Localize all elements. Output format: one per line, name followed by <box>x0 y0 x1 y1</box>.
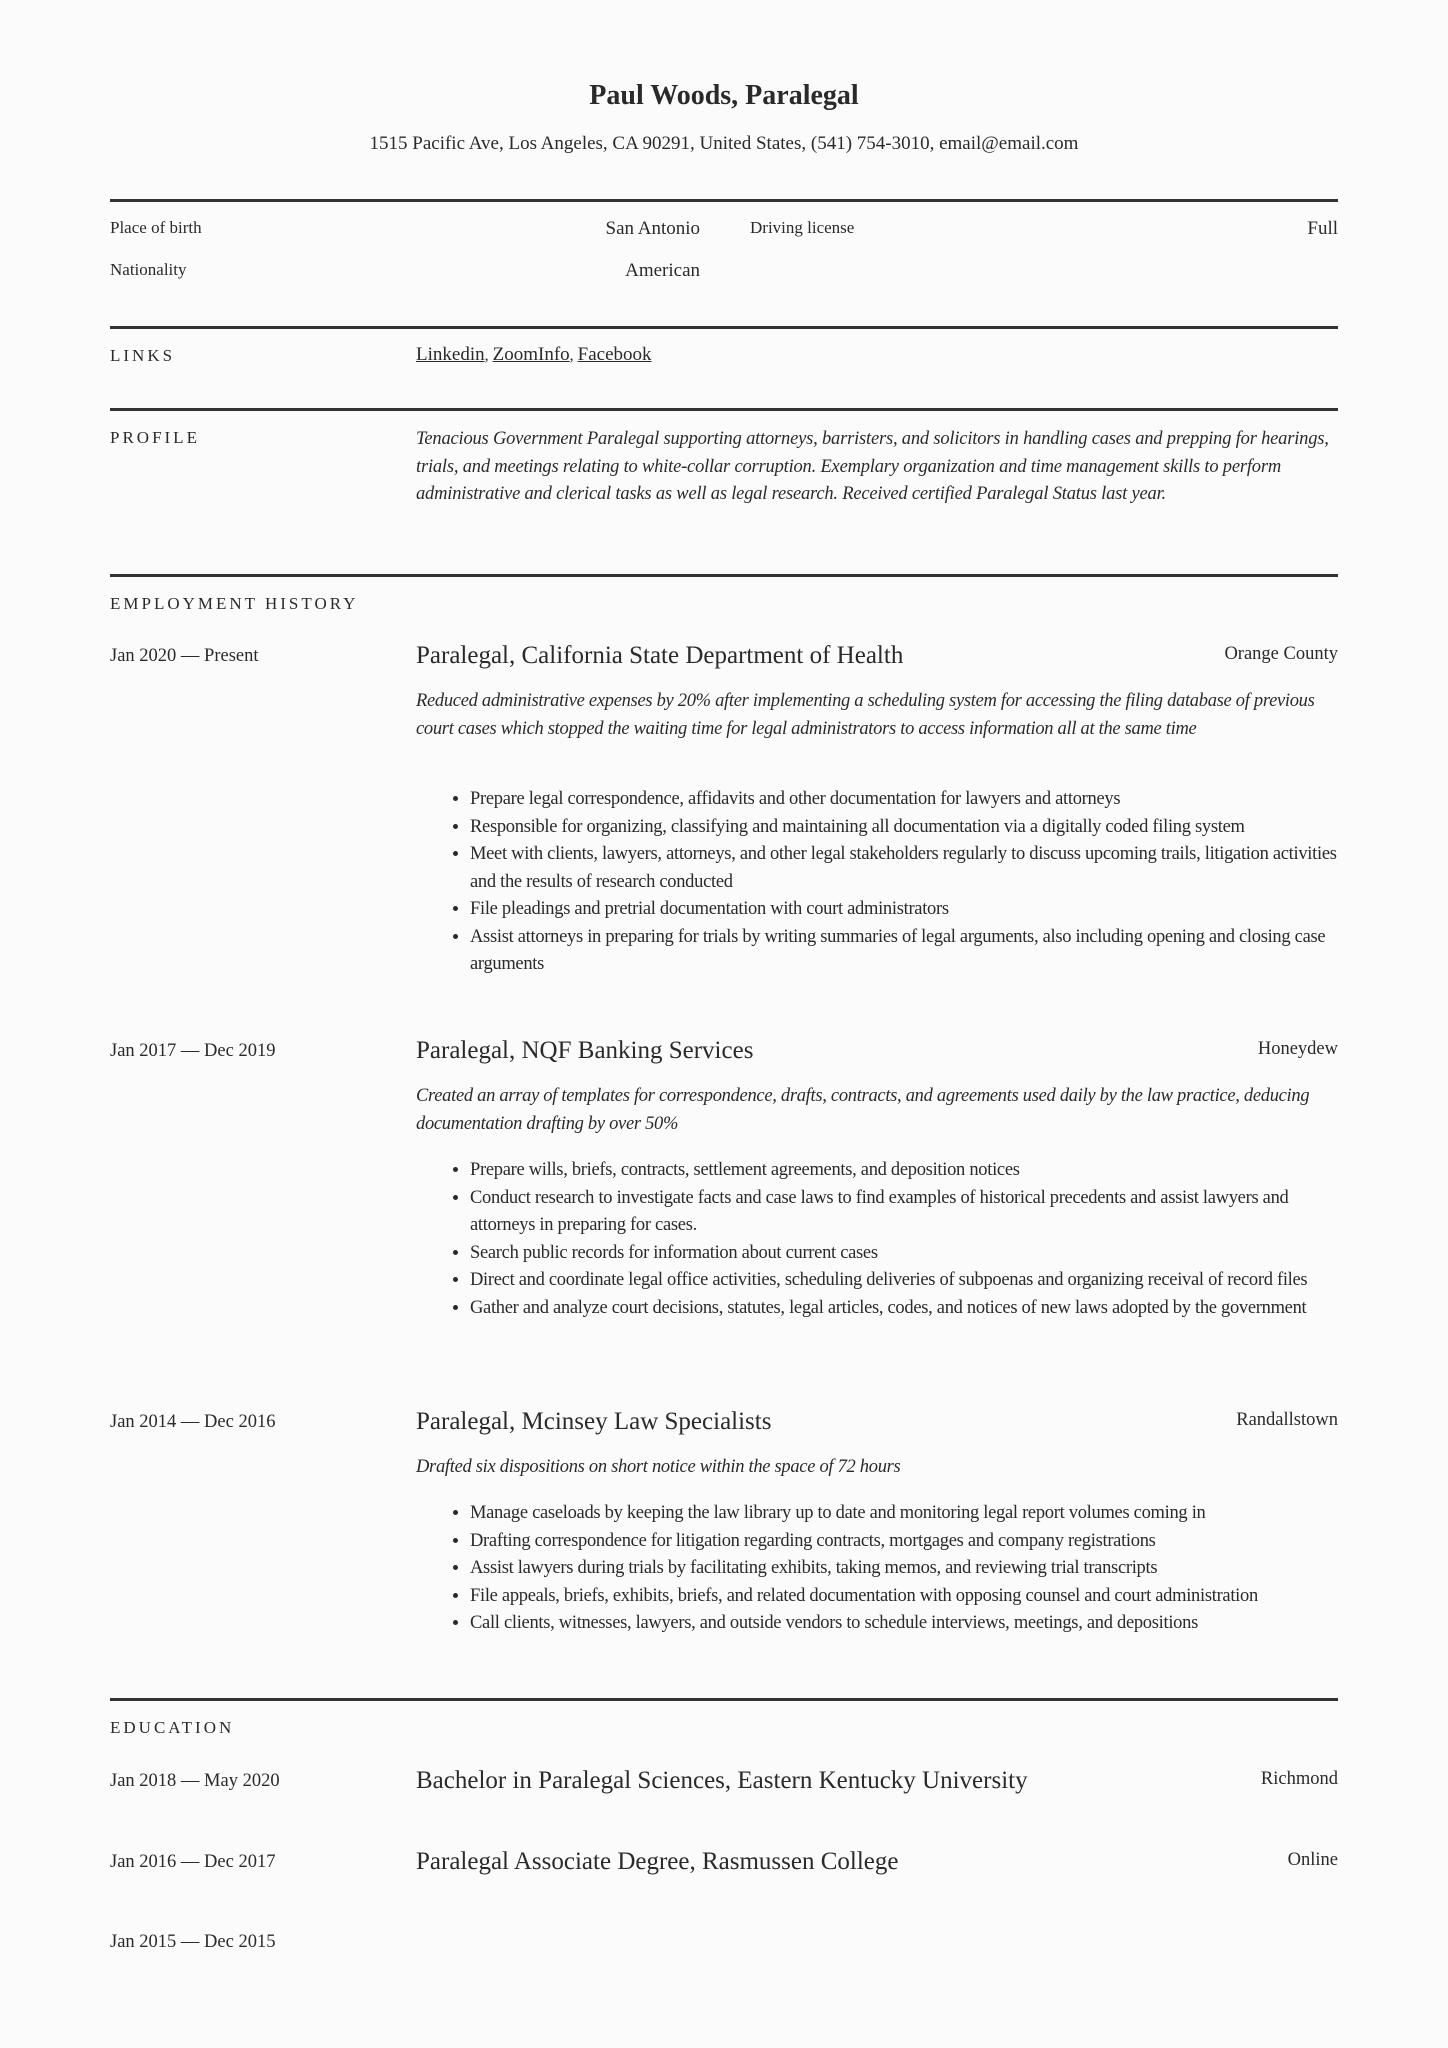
list-item: • Call clients, witnesses, lawyers, and outside vendors to schedule interviews, meetings, and depositions <box>470 1610 1338 1638</box>
list-item: • Manage caseloads by keeping the law library up to date and monitoring legal report volumes coming in <box>470 1500 1338 1528</box>
education-dates: Jan 2016 — Dec 2017 <box>110 1852 276 1872</box>
list-item: • Assist lawyers during trials by facilitating exhibits, taking memos, and reviewing trial transcripts <box>470 1555 1338 1583</box>
job-location: Randallstown <box>1236 1410 1338 1430</box>
job-bullets <box>416 1157 1338 1322</box>
list-item: • File appeals, briefs, exhibits, briefs, and related documentation with opposing counsel and court administration <box>470 1583 1338 1611</box>
list-item: • Search public records for information about current cases <box>470 1240 1338 1268</box>
job-dates: Jan 2014 — Dec 2016 <box>110 1412 276 1432</box>
job-dates: Jan 2017 — Dec 2019 <box>110 1041 276 1061</box>
list-item: • Prepare legal correspondence, affidavits and other documentation for lawyers and attorneys <box>470 786 1338 814</box>
job-location: Orange County <box>1224 644 1338 664</box>
job-location: Honeydew <box>1257 1039 1338 1059</box>
divider <box>110 408 1338 411</box>
link-zoominfo[interactable]: ZoomInfo <box>492 344 570 365</box>
resume-name: Paul Woods, Paralegal <box>589 80 859 111</box>
link-separator: , <box>569 347 578 364</box>
link-linkedin[interactable]: Linkedin <box>416 344 485 365</box>
divider <box>110 1698 1338 1701</box>
job-dates: Jan 2020 — Present <box>110 646 259 666</box>
job-summary: Created an array of templates for correspondence, drafts, contracts, and agreements used daily by the law practice, deducing documentation drafting by over 50% <box>416 1086 1310 1134</box>
list-item: • Conduct research to investigate facts and case laws to find examples of historical precedents and assist lawyers and attorneys in preparing for cases. <box>470 1185 1338 1240</box>
divider <box>110 326 1338 329</box>
job-summary: Reduced administrative expenses by 20% after implementing a scheduling system for accessing the filing database of previous court cases which stopped the waiting time for legal administrators to access information all at the same time <box>416 691 1315 739</box>
employment-heading: EMPLOYMENT HISTORY <box>110 594 359 613</box>
divider <box>110 199 1338 202</box>
job-title: Paralegal, Mcinsey Law Specialists <box>416 1408 772 1435</box>
list-item: • Gather and analyze court decisions, statutes, legal articles, codes, and notices of new laws adopted by the government <box>470 1295 1338 1323</box>
place-of-birth-label: Place of birth <box>110 218 202 237</box>
list-item: • Prepare wills, briefs, contracts, settlement agreements, and deposition notices <box>470 1157 1338 1185</box>
nationality-label: Nationality <box>110 260 187 279</box>
links-list <box>416 344 1338 366</box>
job-summary: Drafted six dispositions on short notice within the space of 72 hours <box>416 1457 901 1477</box>
education-dates: Jan 2018 — May 2020 <box>110 1771 280 1791</box>
education-location: Richmond <box>1260 1769 1338 1789</box>
profile-heading: PROFILE <box>110 428 200 447</box>
education-heading: EDUCATION <box>110 1718 235 1737</box>
list-item: • Responsible for organizing, classifying and maintaining all documentation via a digitally coded filing system <box>470 814 1338 842</box>
nationality-value: American <box>625 260 700 281</box>
job-bullets <box>416 1500 1338 1638</box>
list-item: • Meet with clients, lawyers, attorneys, and other legal stakeholders regularly to discuss upcoming trails, litigation activities and the results of research conducted <box>470 841 1338 896</box>
place-of-birth-value: San Antonio <box>605 218 700 239</box>
profile-text: Tenacious Government Paralegal supporting attorneys, barristers, and solicitors in handling cases and prepping for hearings, trials, and meetings relating to white-collar corruption. Exemplary organization and time management skills to perform administrative and clerical tasks as well as legal research. Received certified Paralegal Status last year. <box>416 429 1329 504</box>
contact-info: 1515 Pacific Ave, Los Angeles, CA 90291, United States, (541) 754-3010, email@email.com <box>369 133 1079 154</box>
divider <box>110 574 1338 577</box>
education-dates: Jan 2015 — Dec 2015 <box>110 1932 276 1952</box>
driving-license-value: Full <box>1307 218 1338 239</box>
link-separator: , <box>484 347 493 364</box>
list-item: • Drafting correspondence for litigation regarding contracts, mortgages and company registrations <box>470 1528 1338 1556</box>
list-item: • Assist attorneys in preparing for trials by writing summaries of legal arguments, also including opening and closing case arguments <box>470 924 1338 979</box>
education-title: Bachelor in Paralegal Sciences, Eastern Kentucky University <box>416 1767 1028 1794</box>
list-item: • File pleadings and pretrial documentation with court administrators <box>470 896 1338 924</box>
job-title: Paralegal, NQF Banking Services <box>416 1037 754 1064</box>
list-item: • Direct and coordinate legal office activities, scheduling deliveries of subpoenas and organizing receival of record files <box>470 1267 1338 1295</box>
link-facebook[interactable]: Facebook <box>577 344 652 365</box>
links-heading: LINKS <box>110 346 176 365</box>
education-location: Online <box>1287 1850 1338 1870</box>
job-bullets <box>416 786 1338 979</box>
job-title: Paralegal, California State Department of Health <box>416 642 904 669</box>
driving-license-label: Driving license <box>750 218 855 237</box>
education-title: Paralegal Associate Degree, Rasmussen College <box>416 1848 899 1875</box>
